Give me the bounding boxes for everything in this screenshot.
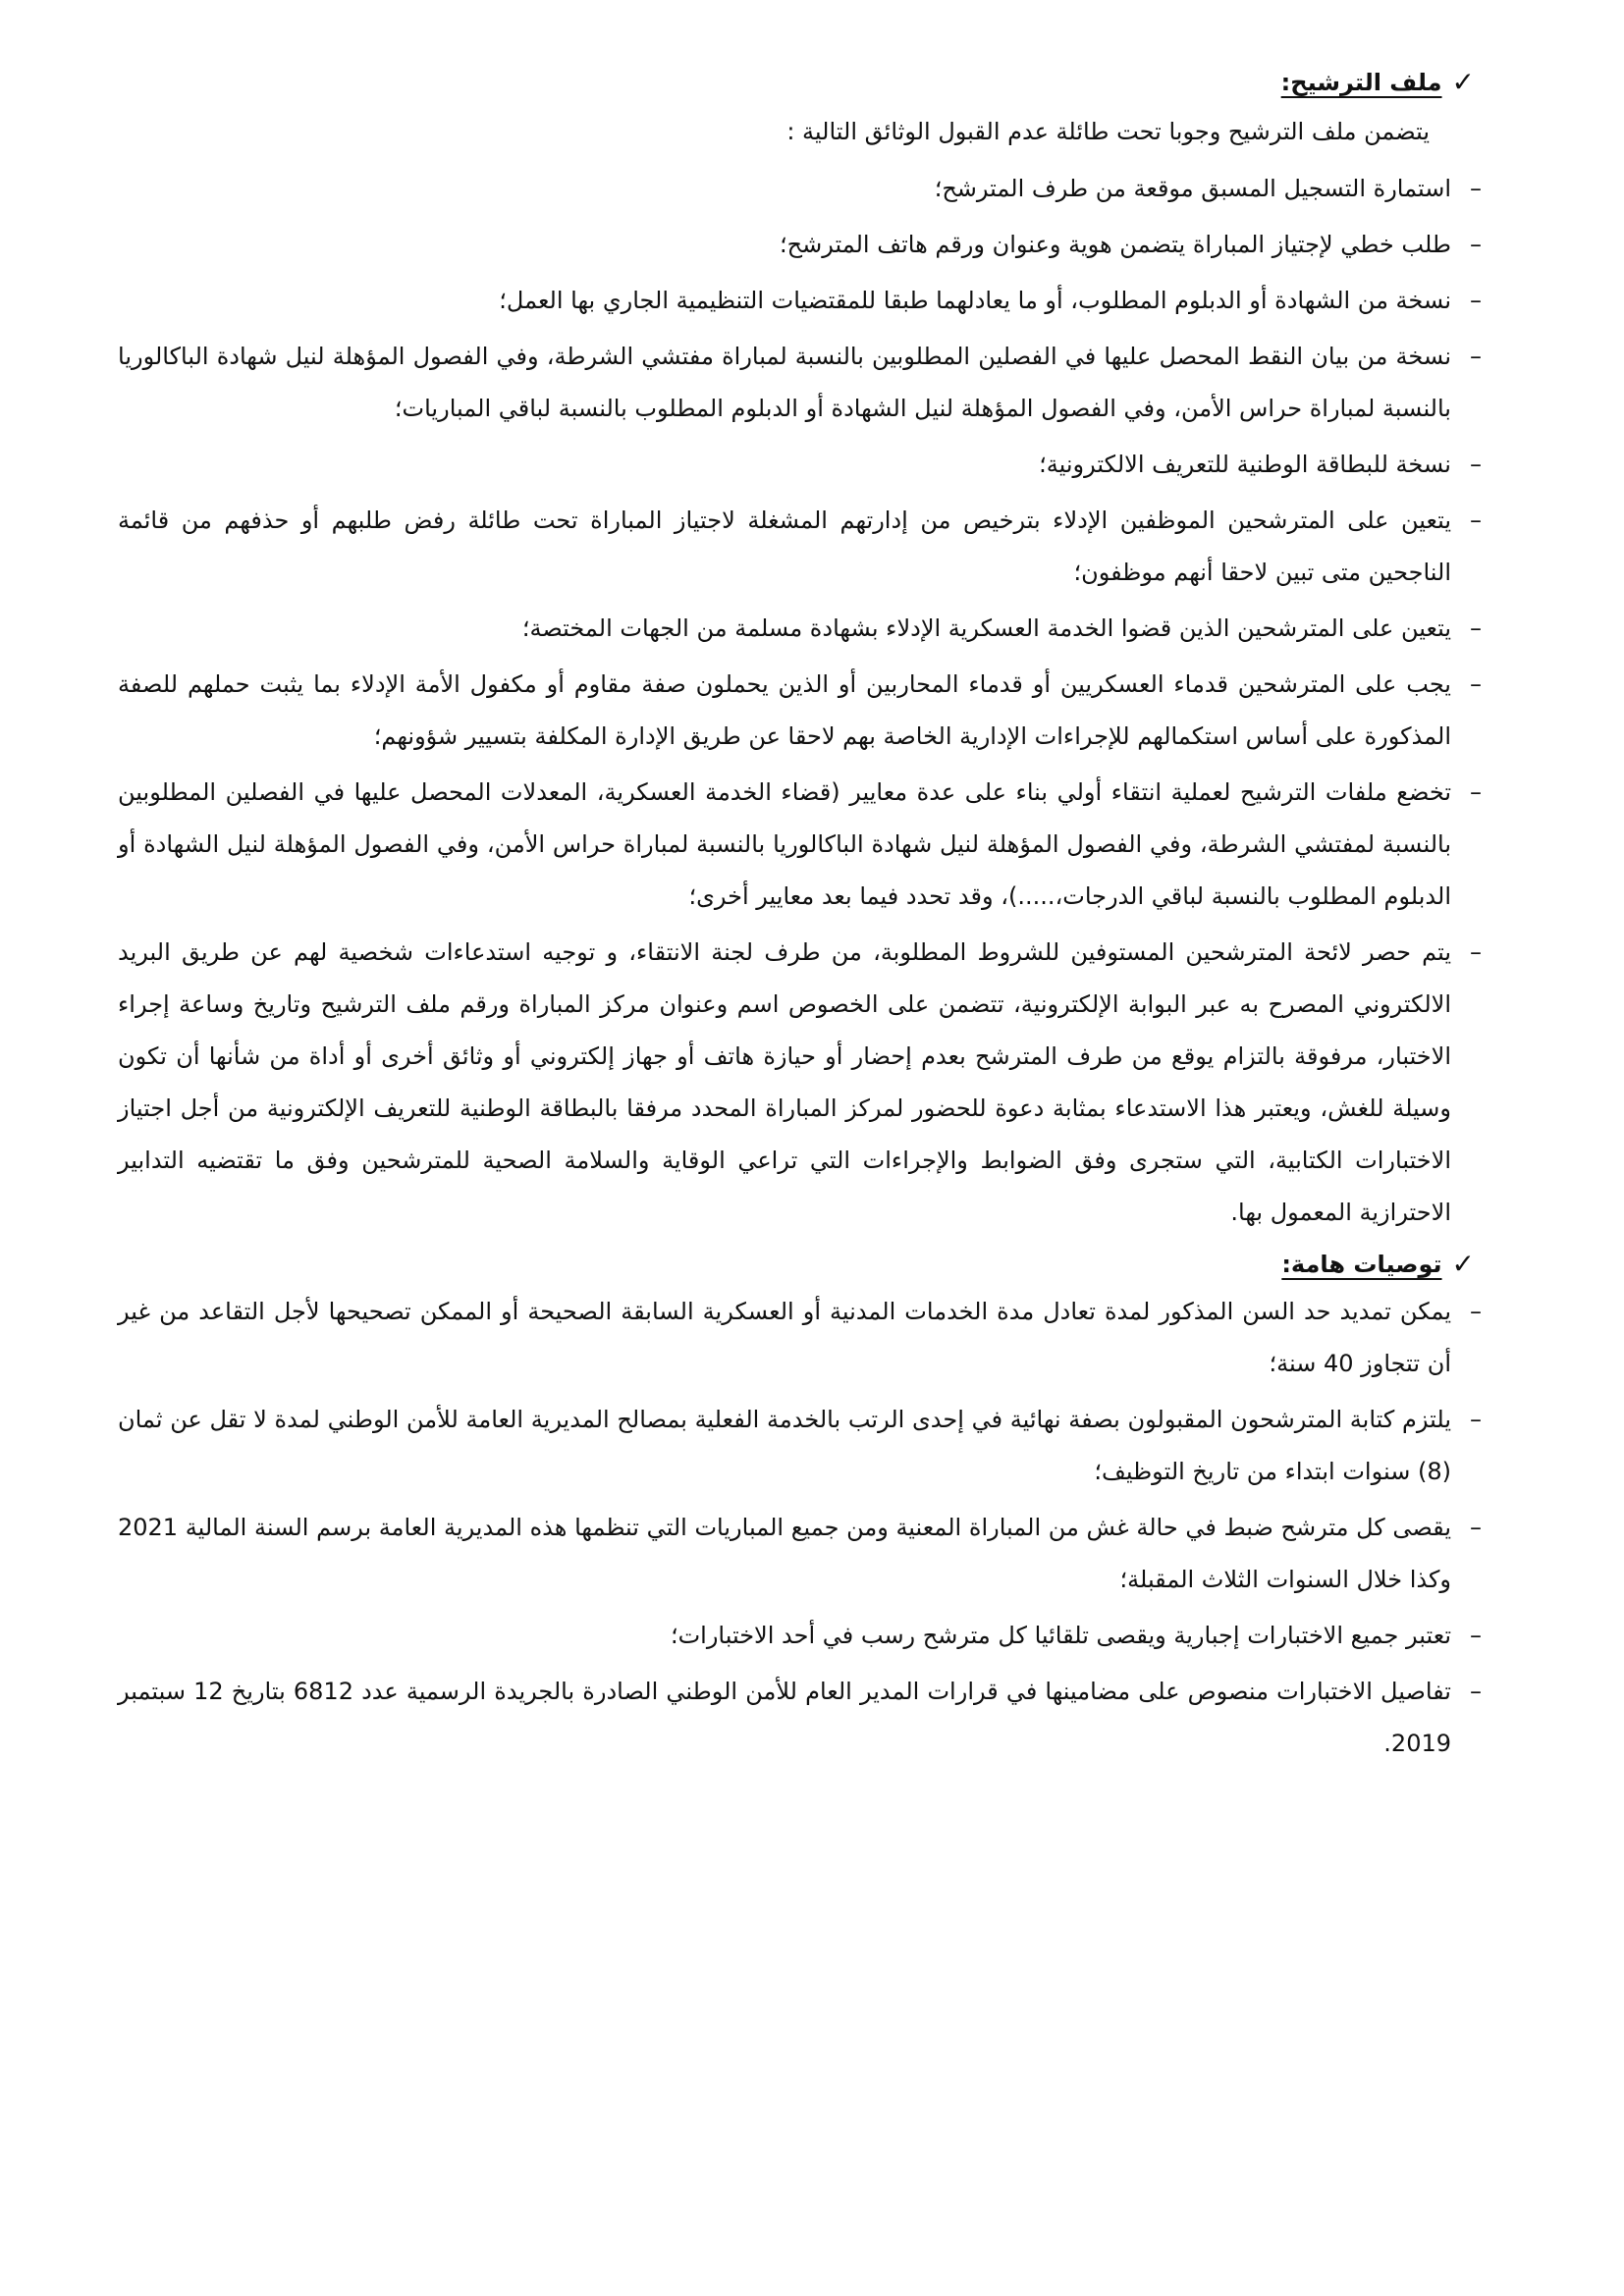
list-item-text: يلتزم كتابة المترشحون المقبولون بصفة نهائية في إحدى الرتب بالخدمة الفعلية بمصالح المديرية العامة للأمن الوطني لمدة لا تقل عن ثمان (8) سنوات ابتداء من تاريخ التوظيف؛ — [118, 1406, 1451, 1485]
list-item-text: يمكن تمديد حد السن المذكور لمدة تعادل مدة الخدمات المدنية أو العسكرية السابقة الصحيحة أو الممكن تصحيحها لأجل التقاعد من غير أن تتجاوز 40 سنة؛ — [118, 1298, 1451, 1377]
section-heading-application-file — [118, 61, 1475, 104]
dash-bullet-icon: – — [1470, 614, 1482, 642]
list-item — [118, 1394, 1489, 1498]
list-item-text: نسخة من الشهادة أو الدبلوم المطلوب، أو ما يعادلهما طبقا للمقتضيات التنظيمية الجاري بها العمل؛ — [499, 287, 1451, 314]
list-item — [118, 331, 1489, 435]
dash-bullet-icon: – — [1470, 938, 1482, 966]
recommendations-list — [118, 1286, 1489, 1770]
dash-bullet-icon: – — [1470, 1298, 1482, 1325]
list-item-text: يجب على المترشحين قدماء العسكريين أو قدماء المحاربين أو الذين يحملون صفة مقاوم أو مكفول الأمة الإدلاء بما يثبت حملهم للصفة المذكورة على أساس استكمالهم للإجراءات الإدارية الخاصة بهم لاحقا عن طريق الإدارة المكلفة بتسيير شؤونهم؛ — [118, 670, 1451, 750]
list-item-text: تخضع ملفات الترشيح لعملية انتقاء أولي بناء على عدة معايير (قضاء الخدمة العسكرية، المعدلات المحصل عليها في الفصلين المطلوبين بالنسبة لمفتشي الشرطة، وفي الفصول المؤهلة لنيل شهادة الباكالوريا بالنسبة لمباراة حراس الأمن، وفي الفصول المؤهلة لنيل الشهادة أو الدبلوم المطلوب بالنسبة لباقي الدرجات،.....)، وقد تحدد فيما بعد معايير أخرى؛ — [118, 778, 1451, 910]
list-item — [118, 1610, 1489, 1662]
dash-bullet-icon: – — [1470, 287, 1482, 314]
list-item — [118, 1502, 1489, 1606]
list-item-text: استمارة التسجيل المسبق موقعة من طرف المترشح؛ — [934, 175, 1451, 202]
list-item-text: تفاصيل الاختبارات منصوص على مضامينها في قرارات المدير العام للأمن الوطني الصادرة بالجريدة الرسمية عدد 6812 بتاريخ 12 سبتمبر 2019. — [118, 1678, 1451, 1757]
dash-bullet-icon: – — [1470, 507, 1482, 534]
list-item — [118, 603, 1489, 655]
section-intro: يتضمن ملف الترشيح وجوبا تحت طائلة عدم القبول الوثائق التالية : — [786, 118, 1430, 145]
list-item-text: نسخة للبطاقة الوطنية للتعريف الالكترونية؛ — [1039, 451, 1451, 478]
document-page — [118, 61, 1489, 1774]
dash-bullet-icon: – — [1470, 1514, 1482, 1541]
dash-bullet-icon: – — [1470, 778, 1482, 806]
list-item — [118, 439, 1489, 491]
application-file-list — [118, 163, 1489, 1239]
check-icon: ✓ — [1451, 66, 1475, 98]
section-heading-important-recommendations — [118, 1243, 1475, 1286]
dash-bullet-icon: – — [1470, 1406, 1482, 1433]
dash-bullet-icon: – — [1470, 175, 1482, 202]
list-item — [118, 275, 1489, 327]
dash-bullet-icon: – — [1470, 343, 1482, 370]
list-item — [118, 927, 1489, 1239]
section-title: ملف الترشيح: — [1280, 69, 1442, 96]
list-item-text: يقصى كل مترشح ضبط في حالة غش من المباراة المعنية ومن جميع المباريات التي تنظمها هذه المديرية العامة برسم السنة المالية 2021 وكذا خلال السنوات الثلاث المقبلة؛ — [118, 1514, 1451, 1593]
dash-bullet-icon: – — [1470, 231, 1482, 258]
list-item — [118, 495, 1489, 599]
section-title: توصيات هامة: — [1281, 1251, 1442, 1278]
list-item — [118, 219, 1489, 271]
list-item — [118, 659, 1489, 763]
list-item-text: نسخة من بيان النقط المحصل عليها في الفصلين المطلوبين بالنسبة لمباراة مفتشي الشرطة، وفي الفصول المؤهلة لنيل شهادة الباكالوريا بالنسبة لمباراة حراس الأمن، وفي الفصول المؤهلة لنيل الشهادة أو الدبلوم المطلوب بالنسبة لباقي المباريات؛ — [118, 343, 1451, 422]
list-item-text: تعتبر جميع الاختبارات إجبارية ويقصى تلقائيا كل مترشح رسب في أحد الاختبارات؛ — [670, 1622, 1451, 1649]
list-item-text: يتعين على المترشحين الموظفين الإدلاء بترخيص من إدارتهم المشغلة لاجتياز المباراة تحت طائلة رفض طلبهم أو حذفهم من قائمة الناجحين متى تبين لاحقا أنهم موظفون؛ — [118, 507, 1451, 586]
list-item-text: يتعين على المترشحين الذين قضوا الخدمة العسكرية الإدلاء بشهادة مسلمة من الجهات المختصة؛ — [521, 614, 1451, 642]
dash-bullet-icon: – — [1470, 1678, 1482, 1705]
dash-bullet-icon: – — [1470, 1622, 1482, 1649]
list-item-text: يتم حصر لائحة المترشحين المستوفين للشروط المطلوبة، من طرف لجنة الانتقاء، و توجيه استدعاءات شخصية لهم عن طريق البريد الالكتروني المصرح به عبر البوابة الإلكترونية، تتضمن على الخصوص اسم وعنوان مركز المباراة ورقم ملف الترشيح وتاريخ وساعة إجراء الاختبار، مرفوقة بالتزام يوقع من طرف المترشح بعدم إحضار أو حيازة هاتف أو جهاز إلكتروني أو وثائق أخرى أو أداة من شأنها أن تكون وسيلة للغش، ويعتبر هذا الاستدعاء بمثابة دعوة للحضور لمركز المباراة المحدد مرفقا بالبطاقة الوطنية للتعريف الإلكترونية من أجل اجتياز الاختبارات الكتابية، التي ستجرى وفق الضوابط والإجراءات التي تراعي الوقاية والسلامة الصحية للمترشحين وفق ما تقتضيه التدابير الاحترازية المعمول بها. — [118, 938, 1451, 1226]
list-item — [118, 1286, 1489, 1390]
list-item — [118, 163, 1489, 215]
check-icon: ✓ — [1451, 1248, 1475, 1280]
dash-bullet-icon: – — [1470, 451, 1482, 478]
dash-bullet-icon: – — [1470, 670, 1482, 698]
list-item — [118, 767, 1489, 923]
list-item — [118, 1666, 1489, 1770]
list-item-text: طلب خطي لإجتياز المباراة يتضمن هوية وعنوان ورقم هاتف المترشح؛ — [780, 231, 1451, 258]
